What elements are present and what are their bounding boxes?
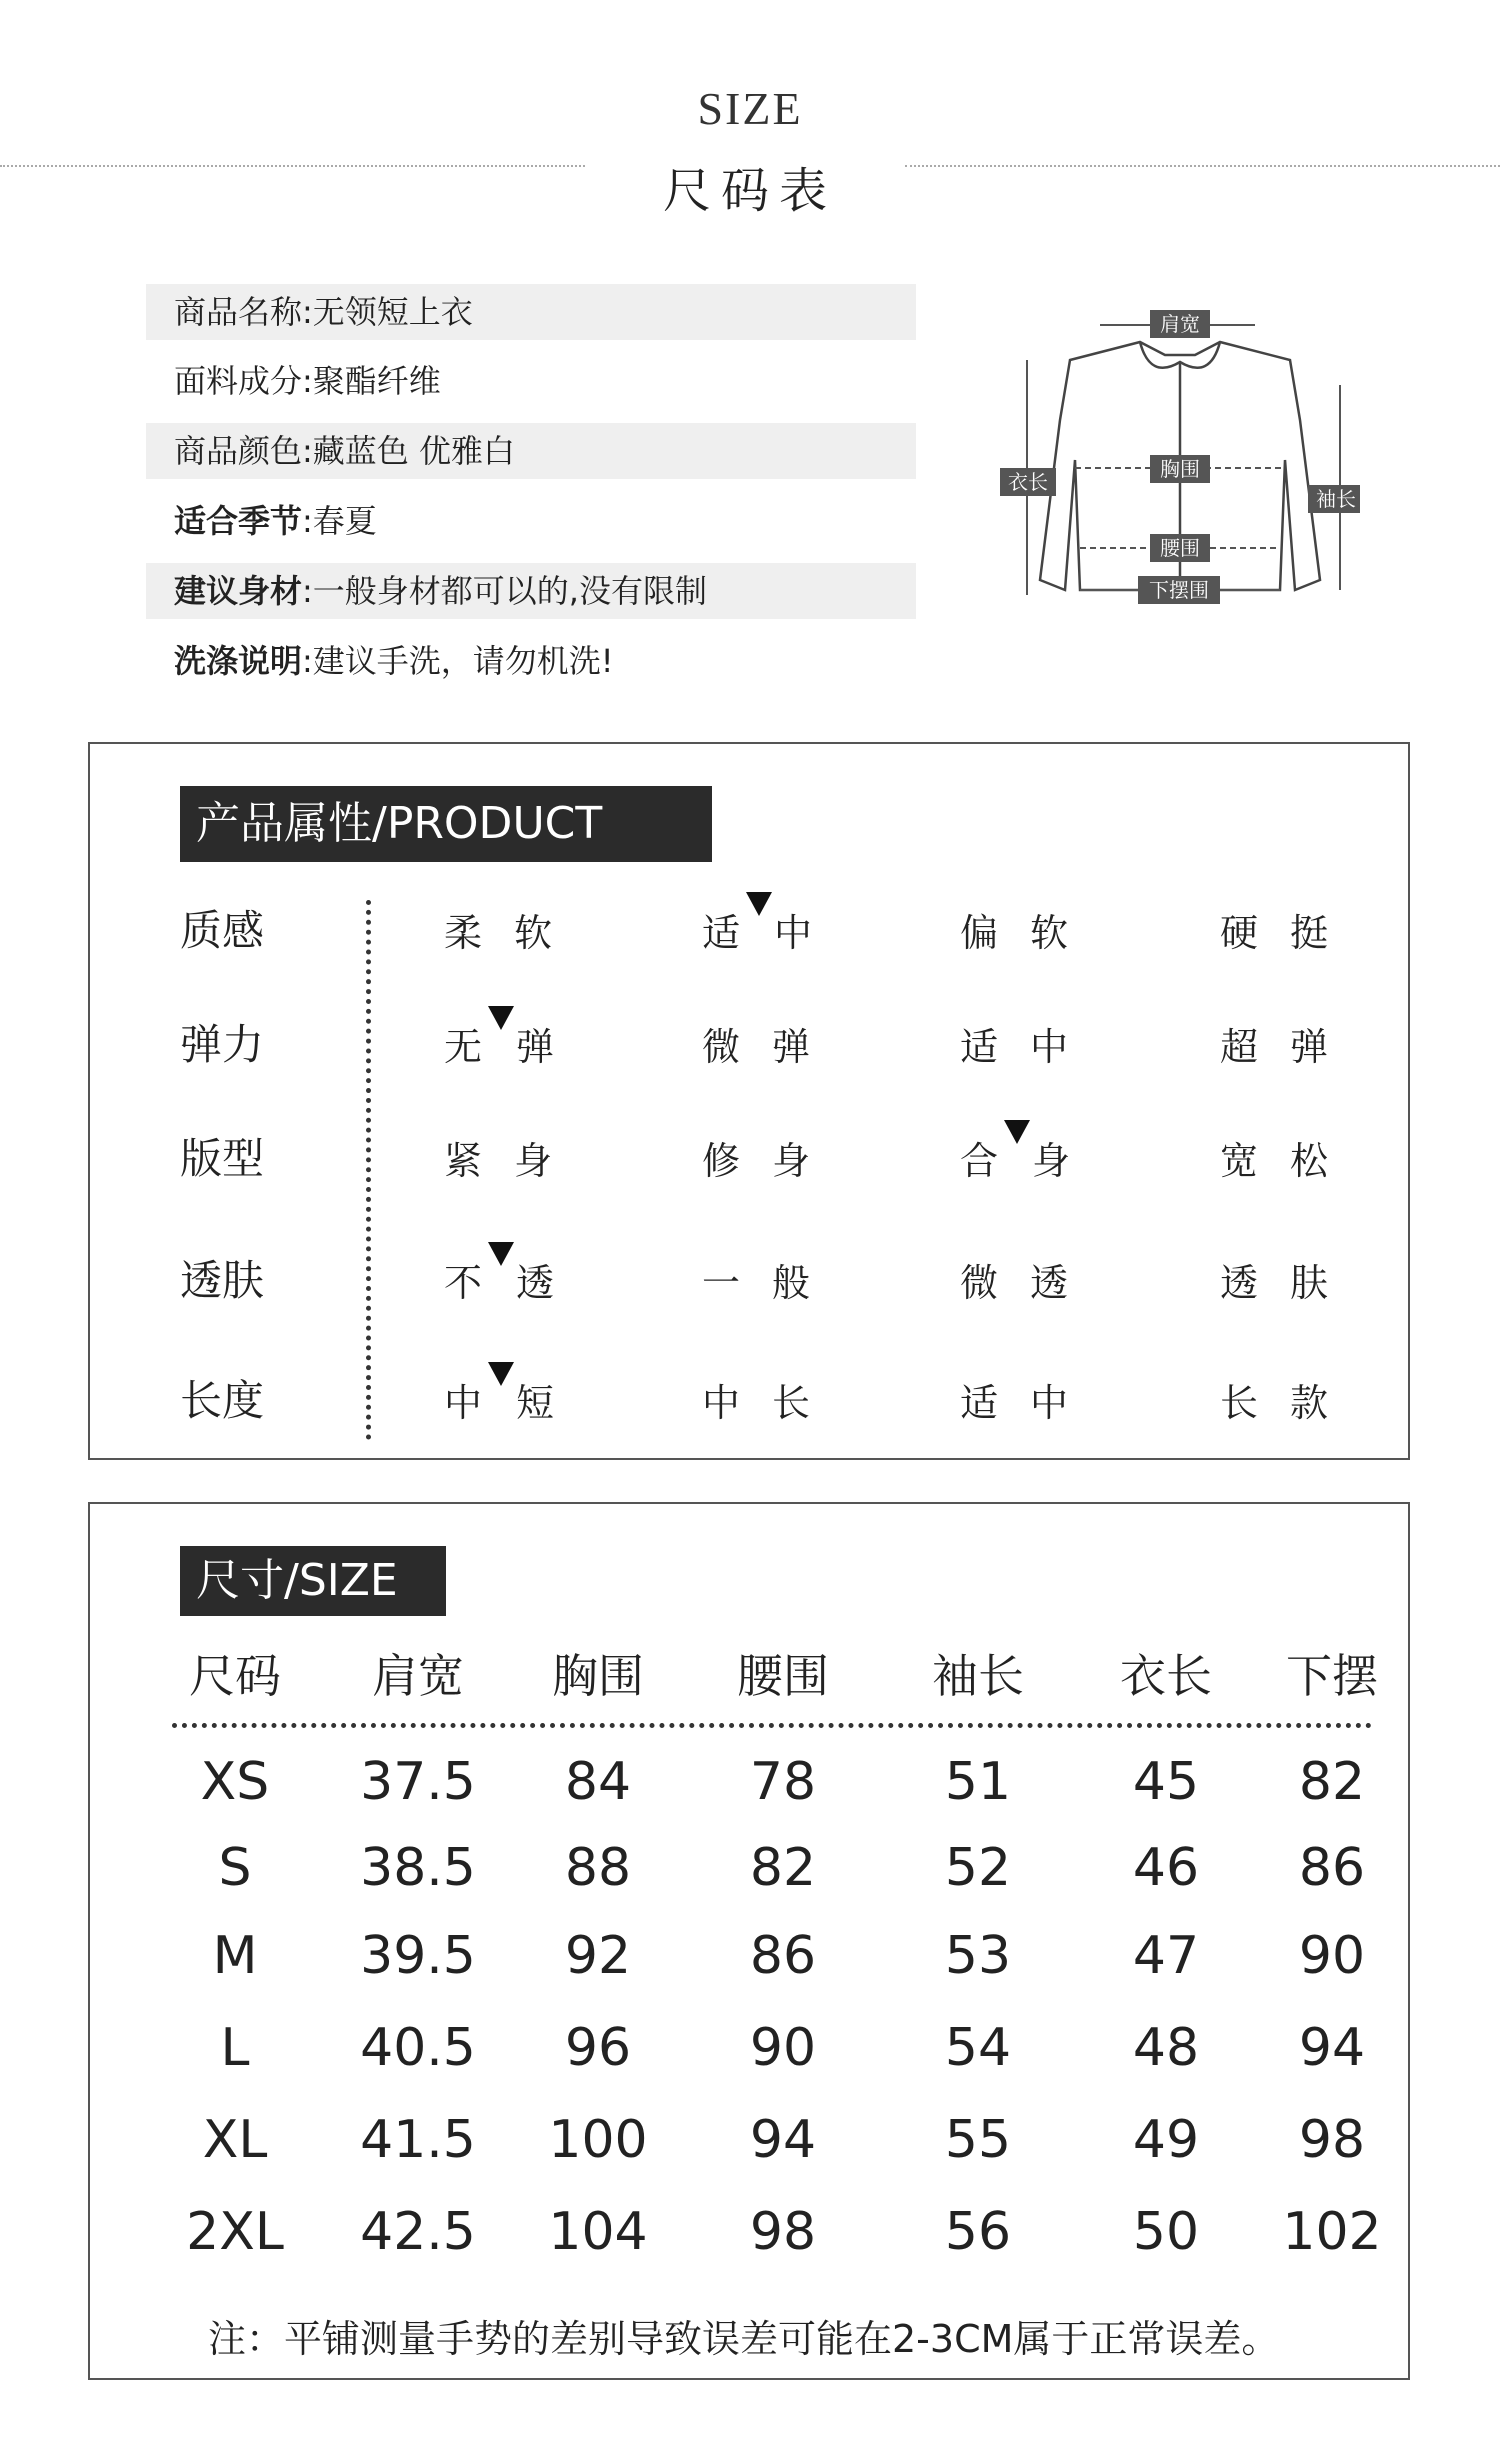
attribute-option-char: 长 [1220, 1381, 1263, 1425]
info-row [146, 353, 916, 409]
info-row-value: 聚酯纤维 [312, 362, 441, 400]
size-column-header: 袖长 [932, 1649, 1024, 1703]
attribute-option-char: 长 [772, 1381, 815, 1425]
size-column-header: 肩宽 [372, 1649, 464, 1703]
info-row [146, 423, 916, 479]
attribute-option [444, 902, 556, 957]
attribute-option-char: 身 [514, 1139, 557, 1183]
info-row-label: 洗涤说明 [174, 642, 303, 680]
attribute-option-char: 一 [702, 1261, 745, 1305]
size-table-cell: 82 [749, 1838, 817, 1898]
attribute-option [960, 1252, 1072, 1307]
attribute-option-char: 微 [960, 1261, 1003, 1305]
info-row-separator: : [302, 642, 313, 680]
attribute-option [702, 1372, 814, 1427]
info-row-separator: : [302, 293, 313, 331]
attribute-option [1220, 1372, 1332, 1427]
attribute-option [702, 1130, 814, 1185]
info-row-value: 春夏 [312, 502, 377, 540]
info-row [146, 633, 916, 689]
selected-marker-icon [488, 1242, 514, 1266]
attribute-option [1220, 1252, 1332, 1307]
info-row-value: 藏蓝色 优雅白 [312, 432, 515, 470]
attribute-option-char: 合 [960, 1139, 1003, 1183]
attribute-option-char: 无 [444, 1025, 487, 1069]
size-table-cell: 96 [564, 2018, 632, 2078]
info-row-separator: : [302, 432, 313, 470]
attribute-option-char: 透 [1030, 1261, 1073, 1305]
info-row-value: 建议手洗，请勿机洗! [312, 642, 614, 680]
size-table-cell: 54 [944, 2018, 1012, 2078]
info-row [146, 493, 916, 549]
attribute-option-char: 弹 [772, 1025, 815, 1069]
size-table-cell: 55 [944, 2110, 1012, 2170]
attribute-option-char: 偏 [960, 911, 1003, 955]
attribute-option-char: 透 [516, 1261, 559, 1305]
attribute-option [444, 1252, 558, 1307]
size-table-cell: 49 [1132, 2110, 1200, 2170]
attribute-option-char: 微 [702, 1025, 745, 1069]
attribute-option-char: 超 [1220, 1025, 1263, 1069]
attribute-option-char: 紧 [444, 1139, 487, 1183]
size-column-header: 尺码 [189, 1649, 281, 1703]
size-table-cell: 52 [944, 1838, 1012, 1898]
attribute-option-char: 短 [516, 1381, 559, 1425]
size-table-cell: 86 [749, 1926, 817, 1986]
size-table-cell: 88 [564, 1838, 632, 1898]
attribute-option-char: 柔 [444, 911, 487, 955]
attribute-option-char: 中 [774, 911, 817, 955]
attribute-option [960, 1372, 1072, 1427]
diagram-label-chest: 胸围 [1160, 457, 1200, 481]
attributes-vertical-divider [366, 900, 371, 1440]
attribute-option [702, 902, 816, 957]
attribute-option-char: 般 [772, 1261, 815, 1305]
size-column-header: 腰围 [737, 1649, 829, 1703]
attribute-option-char: 透 [1220, 1261, 1263, 1305]
attribute-option [960, 1016, 1072, 1071]
attribute-option [444, 1372, 558, 1427]
size-table-cell: 82 [1298, 1752, 1366, 1812]
attribute-option-char: 弹 [516, 1025, 559, 1069]
selected-marker-icon [488, 1006, 514, 1030]
size-table-cell: 94 [1298, 2018, 1366, 2078]
attribute-option-char: 身 [772, 1139, 815, 1183]
diagram-label-length: 衣长 [1008, 470, 1048, 494]
attribute-option-char: 修 [702, 1139, 745, 1183]
attribute-option-char: 弹 [1290, 1025, 1333, 1069]
diagram-label-hem: 下摆围 [1149, 578, 1209, 602]
info-row-value: 一般身材都可以的,没有限制 [312, 572, 707, 610]
size-table-cell: 39.5 [360, 1926, 476, 1986]
size-row-label: XS [200, 1752, 270, 1812]
info-row-label: 建议身材 [174, 572, 303, 610]
info-row-label: 适合季节 [174, 502, 303, 540]
size-table-cell: 45 [1132, 1752, 1200, 1812]
info-row-label: 面料成分 [174, 362, 303, 400]
attribute-option-char: 不 [444, 1261, 487, 1305]
attribute-option-char: 适 [702, 911, 745, 955]
measurement-note: 注：平铺测量手势的差别导致误差可能在2-3CM属于正常误差。 [208, 2317, 1280, 2361]
size-table-cell: 47 [1132, 1926, 1200, 1986]
attribute-option-char: 挺 [1290, 911, 1333, 955]
size-table-cell: 98 [749, 2202, 817, 2262]
attributes-section-title: 产品属性/PRODUCT [180, 786, 712, 862]
selected-marker-icon [1004, 1120, 1030, 1144]
size-column-header: 衣长 [1120, 1649, 1212, 1703]
size-table-cell: 51 [944, 1752, 1012, 1812]
size-table-cell: 104 [548, 2202, 648, 2262]
diagram-label-waist: 腰围 [1160, 536, 1200, 560]
attribute-label: 长度 [180, 1376, 265, 1425]
size-table-cell: 41.5 [360, 2110, 476, 2170]
size-table-cell: 90 [749, 2018, 817, 2078]
size-section-title: 尺寸/SIZE [180, 1546, 446, 1616]
attribute-label: 质感 [180, 906, 265, 955]
attribute-option-char: 宽 [1220, 1139, 1263, 1183]
info-row-separator: : [302, 502, 313, 540]
selected-marker-icon [488, 1362, 514, 1386]
attribute-option-char: 中 [702, 1381, 745, 1425]
size-table-cell: 53 [944, 1926, 1012, 1986]
header-en-title: SIZE [697, 83, 803, 134]
attribute-option [1220, 1016, 1332, 1071]
size-table-cell: 78 [749, 1752, 817, 1812]
size-table-cell: 92 [564, 1926, 632, 1986]
size-row-label: S [218, 1838, 252, 1898]
size-table-cell: 48 [1132, 2018, 1200, 2078]
size-table-cell: 37.5 [360, 1752, 476, 1812]
size-table-cell: 102 [1282, 2202, 1382, 2262]
attribute-option-char: 中 [1030, 1025, 1073, 1069]
attribute-option [1220, 902, 1332, 957]
size-table-cell: 42.5 [360, 2202, 476, 2262]
header-cn-title: 尺码表 [662, 163, 837, 219]
attribute-option-char: 软 [1030, 911, 1073, 955]
attribute-option [702, 1252, 814, 1307]
info-row [146, 563, 916, 619]
diagram-label-shoulder: 肩宽 [1160, 312, 1200, 336]
attribute-option [444, 1016, 558, 1071]
attribute-option [444, 1130, 556, 1185]
attribute-option [1220, 1130, 1332, 1185]
size-row-label: XL [202, 2110, 268, 2170]
size-table-cell: 46 [1132, 1838, 1200, 1898]
size-row-label: 2XL [186, 2202, 284, 2262]
garment-measurement-diagram [1000, 300, 1360, 620]
attribute-label: 弹力 [180, 1020, 265, 1069]
size-table-cell: 84 [564, 1752, 632, 1812]
attribute-option-char: 松 [1290, 1139, 1333, 1183]
size-table-cell: 98 [1298, 2110, 1366, 2170]
size-table-cell: 56 [944, 2202, 1012, 2262]
selected-marker-icon [746, 892, 772, 916]
size-column-header: 胸围 [552, 1649, 644, 1703]
size-row-label: M [212, 1926, 258, 1986]
size-table-cell: 94 [749, 2110, 817, 2170]
attribute-option [960, 902, 1072, 957]
info-row [146, 284, 916, 340]
attribute-option-char: 款 [1290, 1381, 1333, 1425]
attribute-option-char: 中 [444, 1381, 487, 1425]
info-row-label: 商品名称 [174, 293, 303, 331]
size-column-header: 下摆 [1286, 1649, 1378, 1703]
info-row-label: 商品颜色 [174, 432, 303, 470]
size-table-cell: 90 [1298, 1926, 1366, 1986]
attribute-option-char: 硬 [1220, 911, 1263, 955]
info-row-separator: : [302, 362, 313, 400]
diagram-label-sleeve: 袖长 [1316, 487, 1356, 511]
info-row-value: 无领短上衣 [312, 293, 473, 331]
attribute-option-char: 中 [1030, 1381, 1073, 1425]
size-table-cell: 86 [1298, 1838, 1366, 1898]
attribute-option [702, 1016, 814, 1071]
size-table-cell: 40.5 [360, 2018, 476, 2078]
attribute-option-char: 肤 [1290, 1261, 1333, 1305]
attribute-label: 版型 [180, 1134, 265, 1183]
size-table-cell: 100 [548, 2110, 648, 2170]
size-row-label: L [220, 2018, 250, 2078]
attribute-option-char: 适 [960, 1381, 1003, 1425]
attribute-option-char: 软 [514, 911, 557, 955]
info-row-separator: : [302, 572, 313, 610]
size-header-divider [172, 1723, 1372, 1728]
attribute-option [960, 1130, 1074, 1185]
attribute-option-char: 身 [1032, 1139, 1075, 1183]
size-table-cell: 50 [1132, 2202, 1200, 2262]
size-table-cell: 38.5 [360, 1838, 476, 1898]
attribute-label: 透肤 [180, 1256, 265, 1305]
attribute-option-char: 适 [960, 1025, 1003, 1069]
